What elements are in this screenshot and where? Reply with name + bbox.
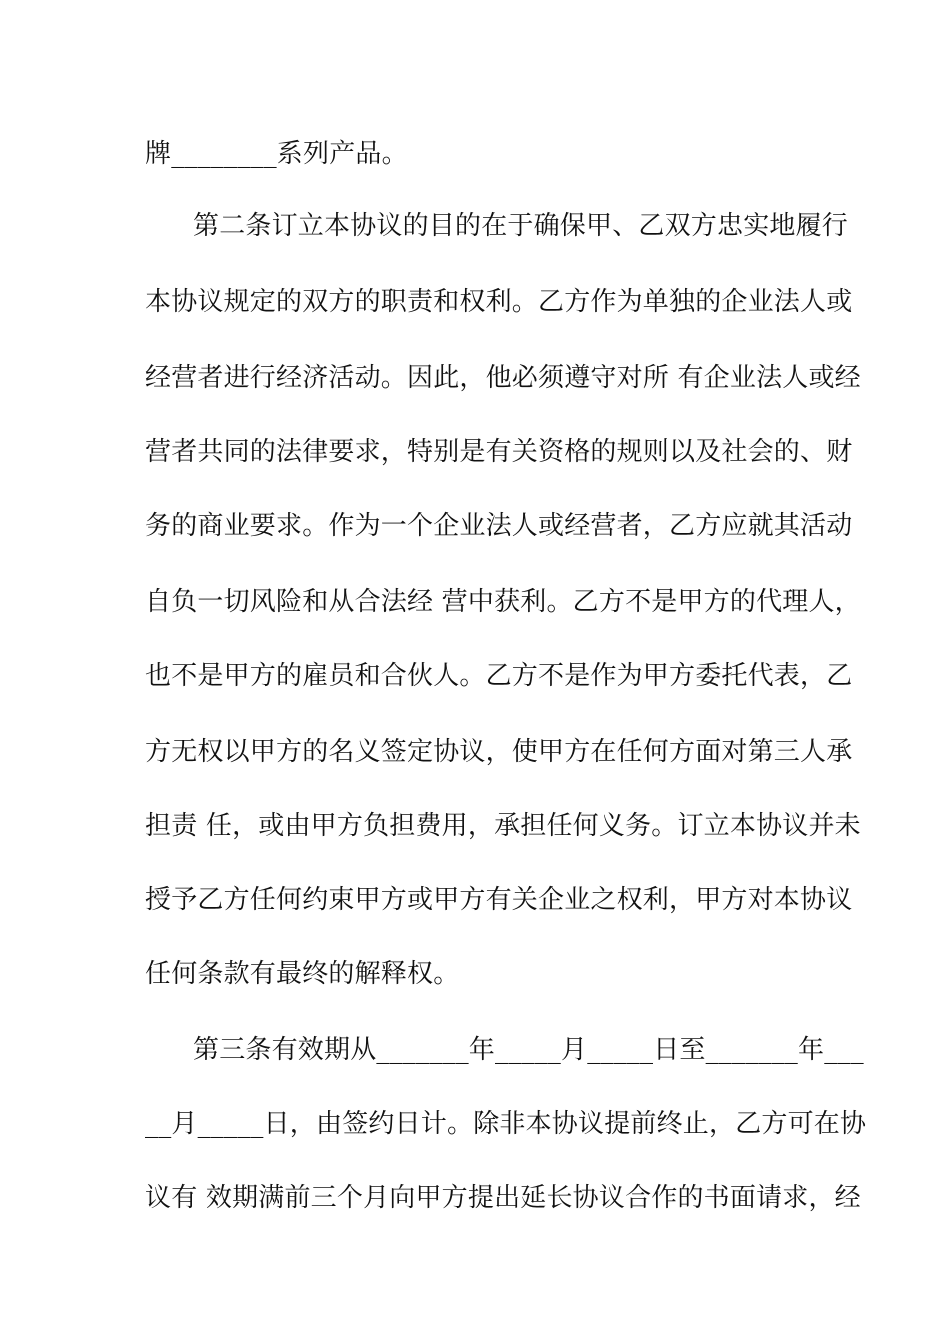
article-3-heading-line: 第三条有效期从_______年_____月_____日至_______年___ xyxy=(193,1035,864,1065)
text-line: 任何条款有最终的解释权。 xyxy=(145,959,460,989)
text-line: 牌________系列产品。 xyxy=(145,139,408,169)
text-line: 方无权以甲方的名义签定协议，使甲方在任何方面对第三人承 xyxy=(145,737,853,767)
text-line: 议有 效期满前三个月向甲方提出延长协议合作的书面请求，经 xyxy=(145,1183,861,1213)
text-line: 担责 任，或由甲方负担费用，承担任何义务。订立本协议并未 xyxy=(145,811,861,841)
text-line: 经营者进行经济活动。因此，他必须遵守对所 有企业法人或经 xyxy=(145,363,861,393)
article-2-heading-line: 第二条订立本协议的目的在于确保甲、乙双方忠实地履行 xyxy=(193,211,849,241)
text-line: 自负一切风险和从合法经 营中获利。乙方不是甲方的代理人， xyxy=(145,587,861,617)
text-line: 授予乙方任何约束甲方或甲方有关企业之权利，甲方对本协议 xyxy=(145,885,853,915)
text-line: 营者共同的法律要求，特别是有关资格的规则以及社会的、财 xyxy=(145,437,853,467)
text-line: __月_____日，由签约日计。除非本协议提前终止，乙方可在协 xyxy=(145,1109,867,1139)
text-line: 也不是甲方的雇员和合伙人。乙方不是作为甲方委托代表，乙 xyxy=(145,661,853,691)
text-line: 务的商业要求。作为一个企业法人或经营者，乙方应就其活动 xyxy=(145,511,853,541)
text-line: 本协议规定的双方的职责和权利。乙方作为单独的企业法人或 xyxy=(145,287,853,317)
